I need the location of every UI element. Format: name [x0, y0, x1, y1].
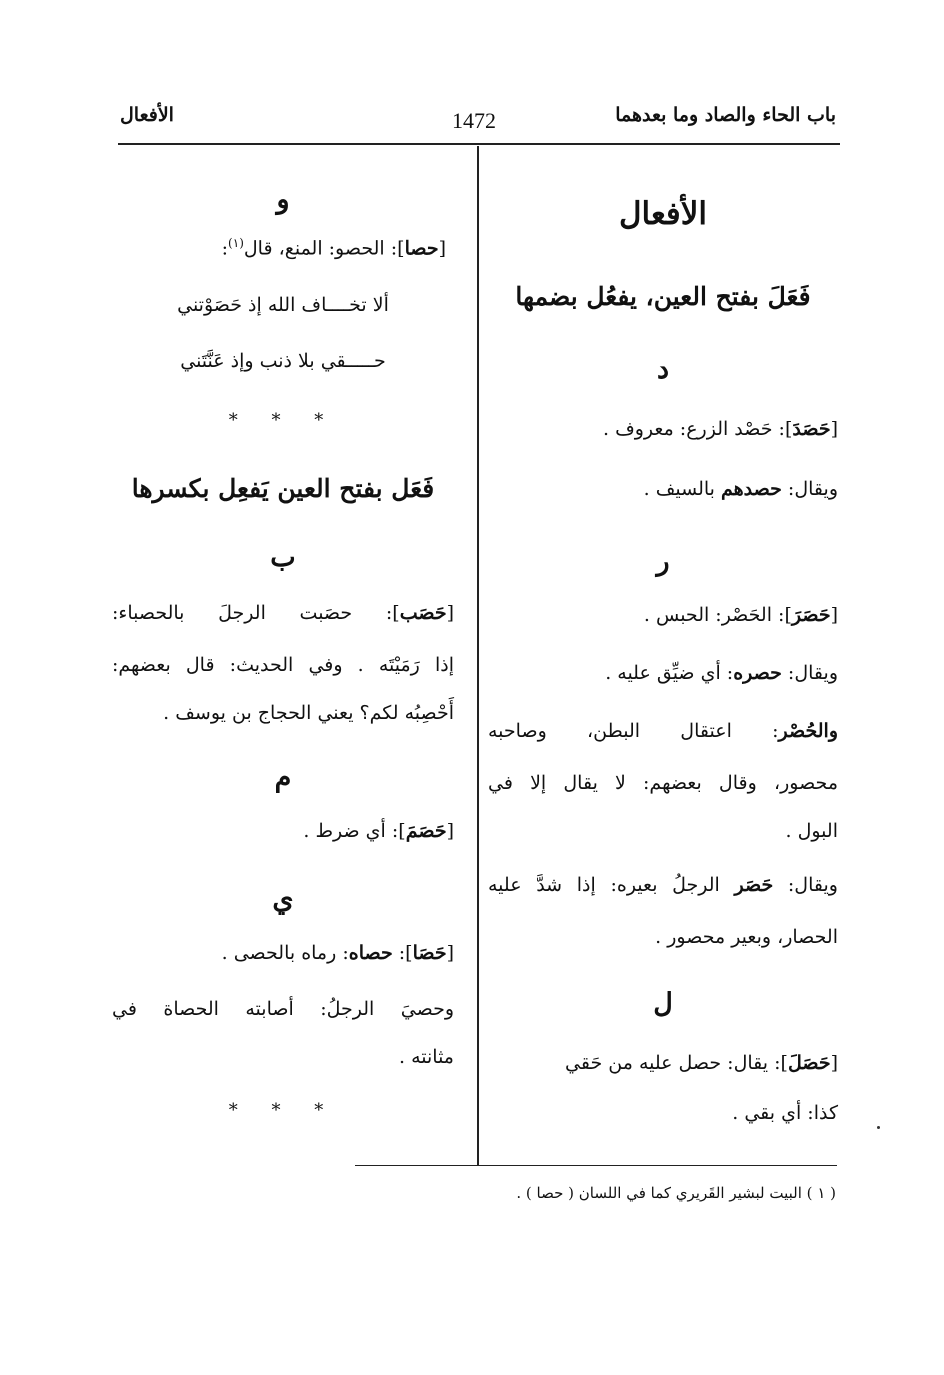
scan-speck — [877, 1126, 880, 1129]
headword: حَصَر — [734, 874, 774, 896]
entry-line: وحصيَ الرجلُ: أصابته الحصاة في — [112, 998, 454, 1020]
section-separator: * * * — [228, 410, 338, 431]
entry-line: إذا رَمَيْتَه . وفي الحديث: قال بعضهم: — [112, 654, 454, 676]
text: : اعتقال البطن، وصاحبه — [488, 720, 779, 742]
entry-hasa-y: [حَصَا]: حصاه: رماه بالحصى . — [221, 942, 454, 964]
text: ويقال: — [787, 478, 838, 500]
letter-heading-w: و — [276, 184, 290, 215]
headword: حصاه — [348, 942, 393, 964]
text: بالسيف . — [643, 478, 715, 500]
running-header-section: الأفعال — [120, 104, 174, 126]
letter-heading-b: ب — [270, 542, 296, 573]
entry-line: كذا: أي بقي . — [732, 1102, 838, 1124]
definition: : حَصْد الزرع: معروف . — [602, 418, 785, 440]
letter-heading-l: ل — [653, 988, 673, 1019]
section-separator: * * * — [228, 1100, 338, 1121]
pattern-heading: فَعَل بفتح العين يَفعِل بكسرها — [131, 474, 435, 503]
entry-line: أَحْصِبُه لكم؟ يعني الحجاج بن يوسف . — [163, 702, 454, 724]
headword: حَصَا — [412, 942, 447, 964]
entry-line: مثانته . — [399, 1046, 454, 1068]
definition: : حصَبت الرجلَ بالحصباء: — [112, 602, 393, 624]
headword: حصا — [404, 237, 439, 260]
definition: : أي ضرط . — [303, 820, 399, 842]
definition: : الحَصْر: الحبس . — [643, 604, 785, 626]
entry-line — [488, 874, 838, 896]
text: ويقال: — [787, 874, 838, 896]
headword: حَصَرَ — [791, 604, 831, 626]
entry-hasada: [حَصَدَ]: حَصْد الزرع: معروف . — [602, 418, 838, 440]
entry-hasa-w: [حصا]: الحصو: المنع، قال$^{(١)}$: — [221, 236, 446, 260]
verse-line-1: ألا تخــــاف الله إذ حَصَوْتني — [177, 294, 389, 316]
headword: حَصَمَ — [405, 820, 447, 842]
headword: حصدهم — [721, 478, 782, 500]
pattern-heading: فَعَلَ بفتح العين، يفعُل بضمها — [515, 282, 811, 311]
definition: : الحصو: المنع، قال — [243, 237, 398, 260]
headword: والحُصْر — [778, 720, 838, 742]
entry-line — [488, 662, 838, 684]
text: : أي ضيِّق عليه . — [605, 662, 734, 684]
header-rule — [118, 143, 840, 145]
section-title: الأفعال — [618, 196, 708, 232]
footnote: ( ١ ) البيت لبشير القَريري كما في اللسان ( حصا ) . — [516, 1184, 836, 1202]
headword: حَصَدَ — [792, 418, 831, 440]
definition: : رماه بالحصى . — [221, 942, 349, 964]
column-divider — [477, 146, 479, 1166]
entry-line — [488, 720, 838, 742]
page-number: 1472 — [452, 108, 496, 133]
entry-line: محصور، وقال بعضهم: لا يقال إلا في — [488, 772, 838, 794]
entry-line: البول . — [785, 820, 838, 842]
text: ويقال: — [787, 662, 838, 684]
headword: حصره — [733, 662, 782, 684]
entry-line — [488, 478, 838, 500]
entry-hasaba: [حَصَب]: حصَبت الرجلَ بالحصباء: — [112, 602, 454, 624]
footnote-rule — [355, 1165, 837, 1166]
letter-heading-d: د — [656, 354, 670, 385]
headword: حَصَلَ — [787, 1052, 831, 1074]
letter-heading-y: ي — [272, 884, 294, 915]
verse-line-2: حـــــقي بلا ذنب وإذ عَنَّتَني — [180, 350, 386, 372]
definition: : يقال: حصل عليه من حَقي — [565, 1052, 781, 1074]
footnote-marker: (١) — [228, 236, 244, 250]
entry-hasara: [حَصَرَ]: الحَصْر: الحبس . — [643, 604, 838, 626]
letter-heading-r: ر — [656, 546, 670, 577]
letter-heading-m: م — [274, 762, 292, 793]
entry-hasala: [حَصَلَ]: يقال: حصل عليه من حَقي — [565, 1052, 838, 1074]
entry-line: الحصار، وبعير محصور . — [655, 926, 838, 948]
entry-hasama: [حَصَمَ]: أي ضرط . — [303, 820, 454, 842]
running-header-chapter: باب الحاء والصاد وما بعدهما — [615, 104, 836, 126]
text: الرجلُ بعيره: إذا شدَّ عليه — [488, 874, 720, 896]
text: : — [221, 237, 229, 260]
headword: حَصَب — [399, 602, 447, 624]
